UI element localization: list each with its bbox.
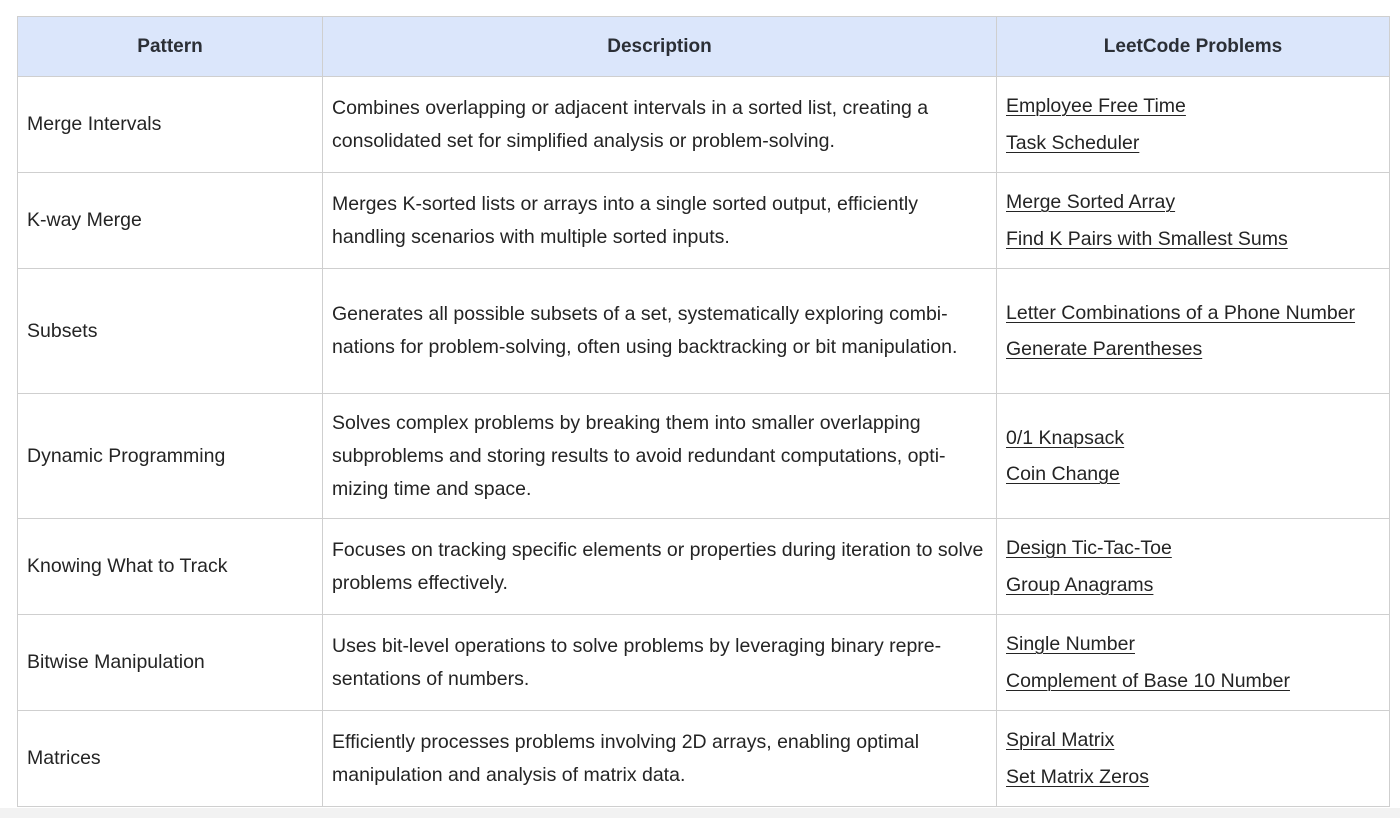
table-row [18, 173, 1390, 269]
problems-cell [997, 615, 1390, 711]
header-row [18, 17, 1390, 77]
table-row [18, 77, 1390, 173]
description-cell: Generates all possible subsets of a set, systematically exploring combinations for problem-solving, often using backtracking or bit manipulation. [323, 269, 997, 394]
description-cell: Efficiently processes problems involving 2D arrays, enabling optimal manipulation and analysis of matrix data. [323, 711, 997, 807]
description-cell: Uses bit-level operations to solve problems by leveraging binary representations of numbers. [323, 615, 997, 711]
description-cell: Solves complex problems by breaking them into smaller overlapping subproblems and storing results to avoid redundant computations, optimizing time and space. [323, 394, 997, 519]
pattern-cell: K-way Merge [18, 173, 323, 269]
table-row [18, 711, 1390, 807]
table-row [18, 615, 1390, 711]
problem-link[interactable]: Complement of Base 10 Number [1006, 669, 1290, 692]
problem-link[interactable]: Group Anagrams [1006, 573, 1154, 596]
pattern-cell: Dynamic Programming [18, 394, 323, 519]
problem-link[interactable]: Spiral Matrix [1006, 729, 1115, 751]
problem-link[interactable]: Find K Pairs with Smallest Sums [1006, 227, 1288, 250]
pattern-cell: Merge Intervals [18, 77, 323, 173]
page-bottom-edge [0, 808, 1400, 818]
problem-link[interactable]: Merge Sorted Array [1006, 191, 1176, 213]
table-row [18, 519, 1390, 615]
description-cell: Merges K-sorted lists or arrays into a single sorted output, efficiently handling scenarios with multiple sorted inputs. [323, 173, 997, 269]
problems-cell [997, 394, 1390, 519]
problem-link[interactable]: Employee Free Time [1006, 95, 1186, 117]
patterns-table [17, 16, 1390, 807]
problem-link[interactable]: Design Tic-Tac-Toe [1006, 537, 1172, 559]
problems-cell [997, 519, 1390, 615]
pattern-cell: Bitwise Manipulation [18, 615, 323, 711]
pattern-cell: Knowing What to Track [18, 519, 323, 615]
header-leetcode-problems: LeetCode Problems [997, 17, 1390, 77]
description-cell: Combines overlapping or adjacent intervals in a sorted list, creating a consolidated set for simplified analysis or problem-solving. [323, 77, 997, 173]
problems-cell [997, 77, 1390, 173]
table-body [18, 77, 1390, 807]
header-description: Description [323, 17, 997, 77]
pattern-cell: Subsets [18, 269, 323, 394]
table-header [18, 17, 1390, 77]
problem-link[interactable]: Coin Change [1006, 463, 1120, 485]
table-row [18, 269, 1390, 394]
problem-link[interactable]: Set Matrix Zeros [1006, 765, 1150, 788]
description-cell: Focuses on tracking specific elements or properties during iteration to solve problems effectively. [323, 519, 997, 615]
problem-link[interactable]: Single Number [1006, 633, 1135, 655]
problem-link[interactable]: Task Scheduler [1006, 131, 1140, 154]
problems-cell [997, 269, 1390, 394]
problem-link[interactable]: 0/1 Knapsack [1006, 426, 1125, 449]
header-pattern: Pattern [18, 17, 323, 77]
problem-link[interactable]: Letter Combinations of a Phone Number [1006, 301, 1356, 324]
problems-cell [997, 173, 1390, 269]
problem-link[interactable]: Generate Parentheses [1006, 338, 1203, 360]
table-row [18, 394, 1390, 519]
problems-cell [997, 711, 1390, 807]
pattern-cell: Matrices [18, 711, 323, 807]
